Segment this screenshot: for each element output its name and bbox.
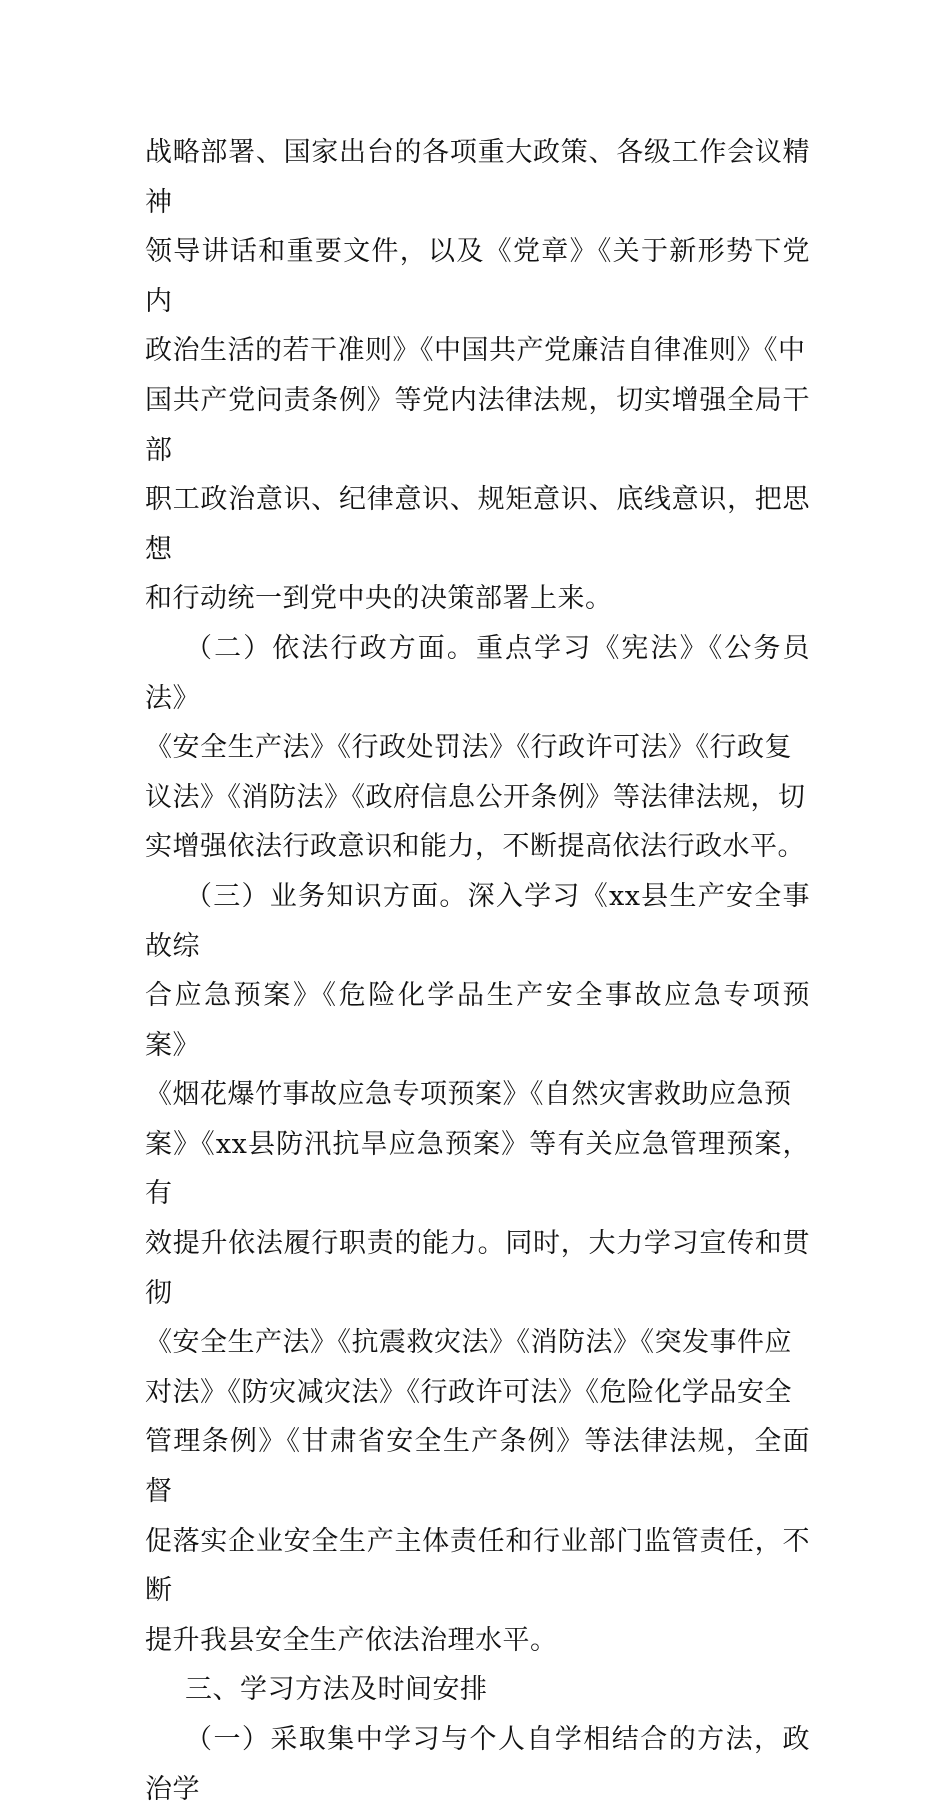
section-heading-study-methods bbox=[145, 1665, 810, 1715]
text-line: 提升我县安全生产依法治理水平。 bbox=[145, 1624, 558, 1656]
heading-text: 三、学习方法及时间安排 bbox=[185, 1674, 488, 1706]
text-line: 和行动统一到党中央的决策部署上来。 bbox=[145, 583, 613, 615]
text-line: 议法》《消防法》《政府信息公开条例》等法律法规，切 bbox=[145, 781, 806, 813]
text-line: （三）业务知识方面。深入学习《xx县生产安全事故综 bbox=[145, 880, 810, 962]
text-line: 促落实企业安全生产主体责任和行业部门监管责任，不断 bbox=[145, 1525, 810, 1607]
text-line: 《安全生产法》《行政处罚法》《行政许可法》《行政复 bbox=[145, 732, 792, 764]
text-line: 对法》《防灾减灾法》《行政许可法》《危险化学品安全 bbox=[145, 1376, 792, 1408]
paragraph-law-administration bbox=[145, 624, 810, 872]
text-line: 《安全生产法》《抗震救灾法》《消防法》《突发事件应 bbox=[145, 1327, 792, 1359]
text-line: 国共产党问责条例》等党内法律法规，切实增强全局干部 bbox=[145, 384, 810, 466]
text-line: 案》《xx县防汛抗旱应急预案》等有关应急管理预案，有 bbox=[145, 1128, 810, 1210]
text-line: 实增强依法行政意识和能力，不断提高依法行政水平。 bbox=[145, 831, 805, 863]
text-line: 领导讲话和重要文件，以及《党章》《关于新形势下党内 bbox=[145, 236, 810, 317]
paragraph-business-knowledge bbox=[145, 872, 810, 1666]
text-line: 《烟花爆竹事故应急专项预案》《自然灾害救助应急预 bbox=[145, 1079, 792, 1111]
paragraph-political-study bbox=[145, 128, 810, 624]
text-line: 管理条例》《甘肃省安全生产条例》等法律法规，全面督 bbox=[145, 1426, 810, 1508]
text-line: 战略部署、国家出台的各项重大政策、各级工作会议精神 bbox=[145, 137, 810, 218]
paragraph-study-method-one bbox=[145, 1715, 810, 1814]
text-line: 职工政治意识、纪律意识、规矩意识、底线意识，把思想 bbox=[145, 484, 810, 565]
text-line: （二）依法行政方面。重点学习《宪法》《公务员法》 bbox=[145, 632, 810, 714]
text-line: （一）采取集中学习与个人自学相结合的方法，政治学 bbox=[145, 1724, 810, 1805]
document-body bbox=[145, 128, 810, 1814]
text-line: 效提升依法履行职责的能力。同时，大力学习宣传和贯彻 bbox=[145, 1228, 810, 1309]
text-line: 政治生活的若干准则》《中国共产党廉洁自律准则》《中 bbox=[145, 335, 806, 367]
text-line: 合应急预案》《危险化学品生产安全事故应急专项预案》 bbox=[145, 980, 810, 1061]
